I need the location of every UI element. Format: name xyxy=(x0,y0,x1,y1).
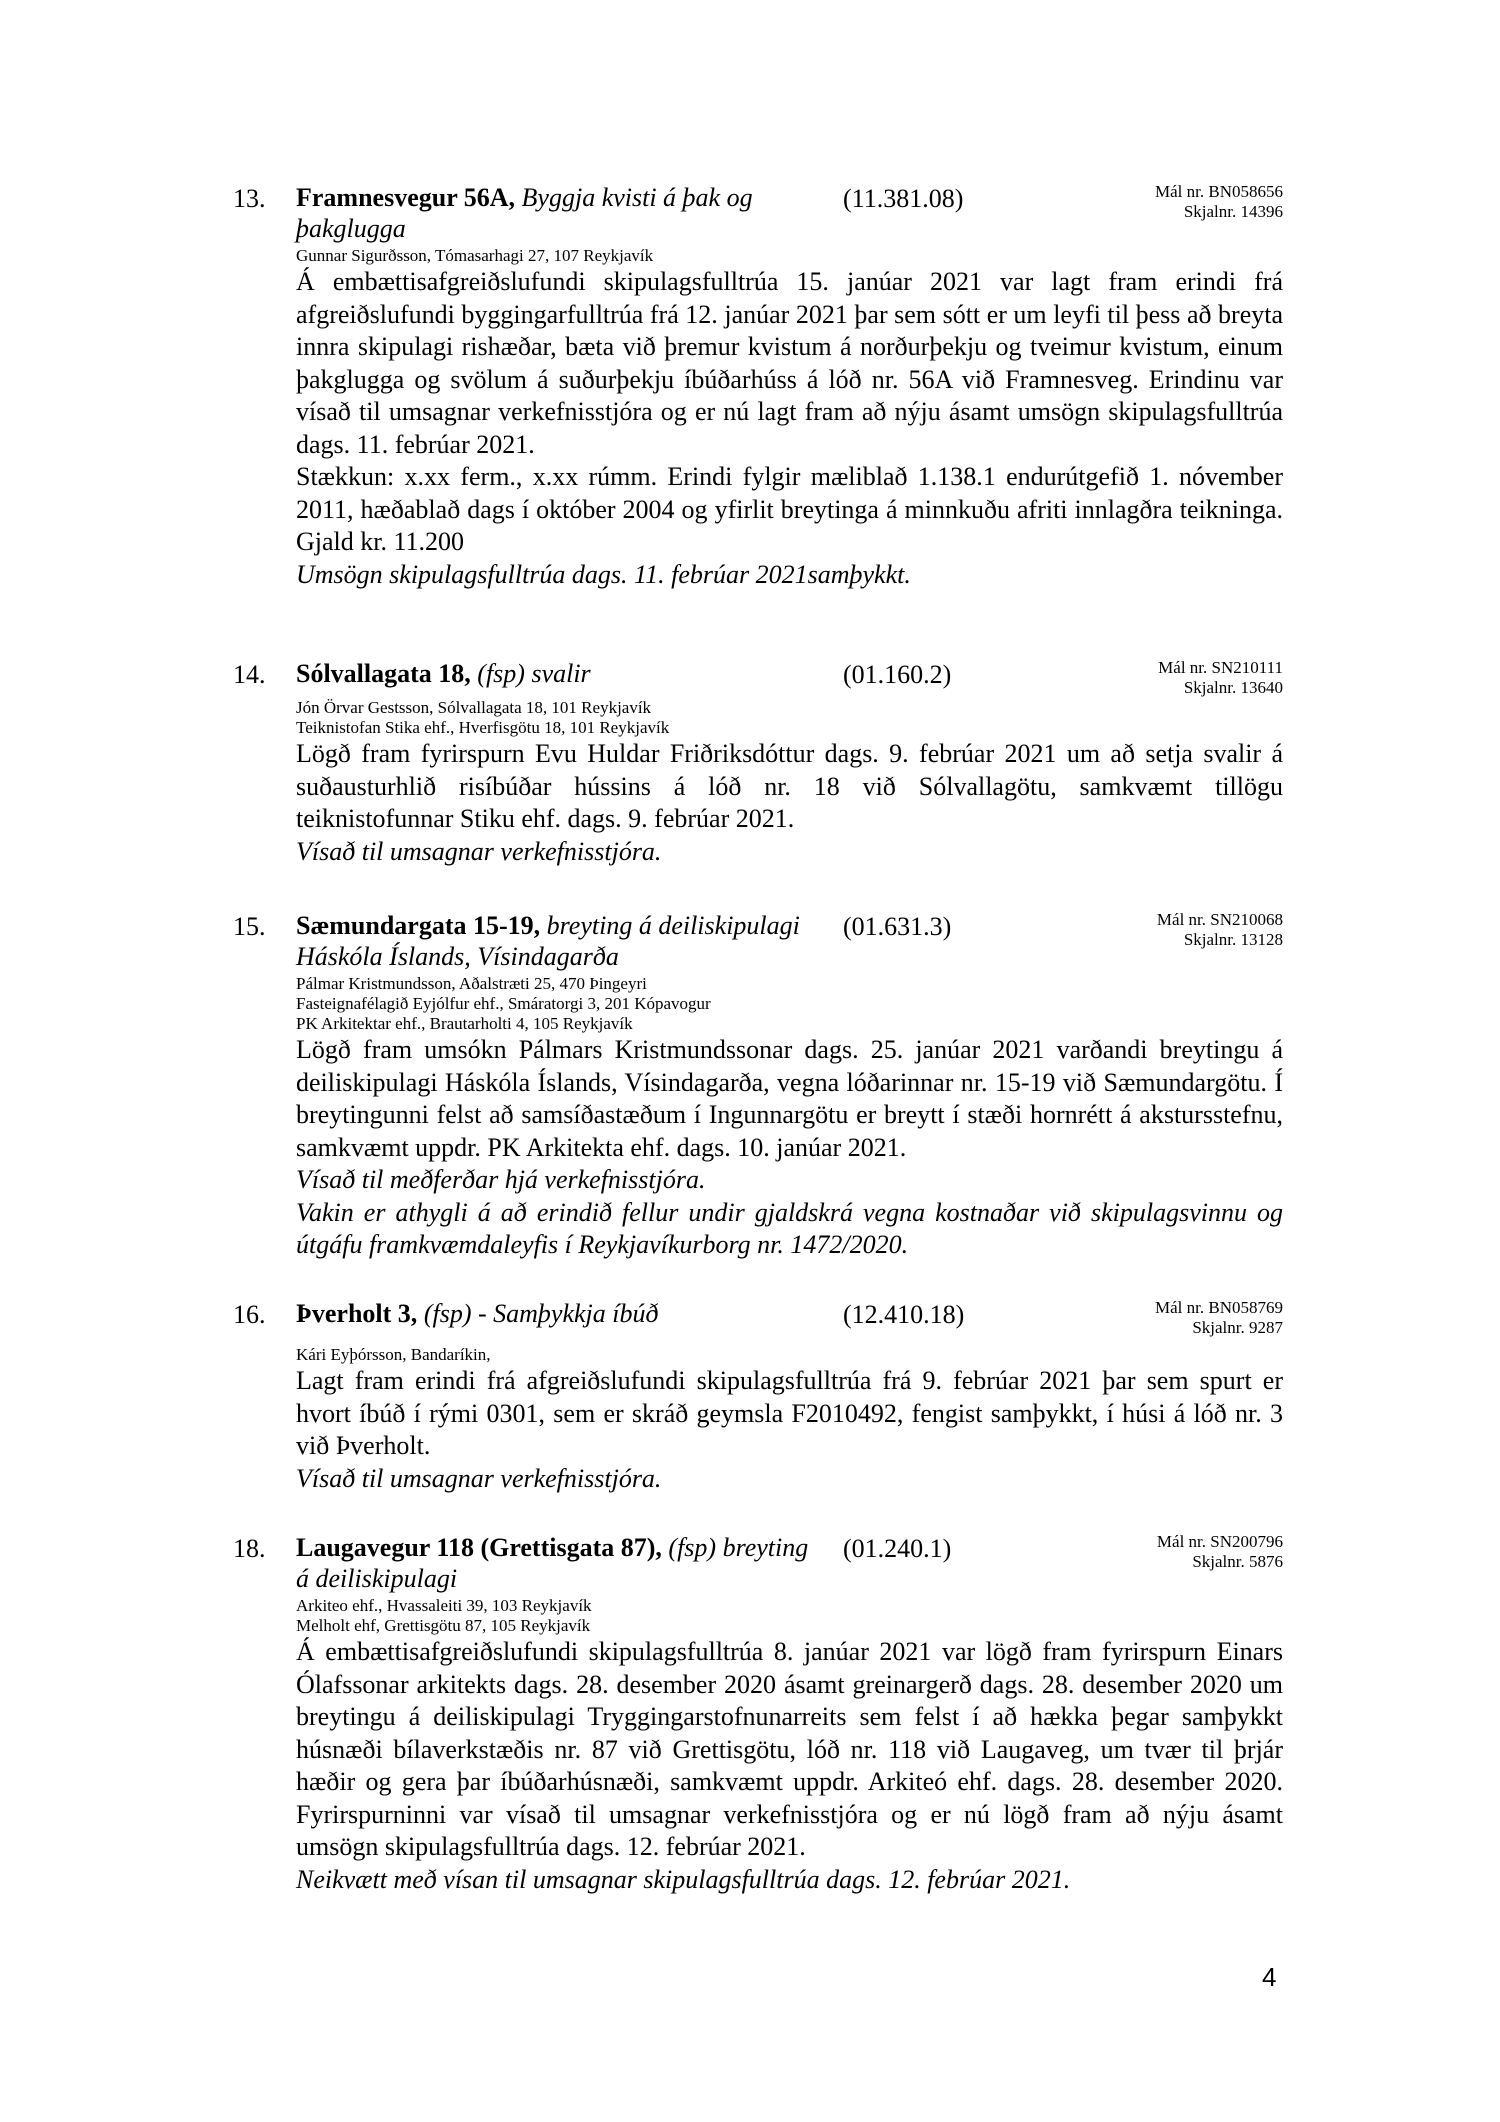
item-title xyxy=(296,1298,816,1329)
applicant: PK Arkitektar ehf., Brautarholti 4, 105 Reykjavík xyxy=(296,1014,633,1033)
case-number: Mál nr. SN210068 xyxy=(1156,910,1283,929)
case-reference xyxy=(1157,910,1283,950)
decision: Vísað til umsagnar verkefnisstjóra. xyxy=(296,1463,662,1493)
document-number: Skjalnr. 5876 xyxy=(1192,1552,1283,1571)
item-number: 18. xyxy=(233,1534,266,1563)
land-code: (01.160.2) xyxy=(843,660,952,689)
body-paragraph: Á embættisafgreiðslufundi skipulagsfulltrúa 15. janúar 2021 var lagt fram erindi frá afgreiðslufundi byggingarfulltrúa frá 12. janúar 2021 þar sem sótt er um leyfi til þess að breyta innra skipulagi rishæðar, bæta við þremur kvistum á norðurþekju og tveimur kvistum, einum þakglugga og svölum á suðurþekju íbúðarhúss á lóð nr. 56A við Framnesveg. Erindinu var vísað til umsagnar verkefnisstjóra og er nú lagt fram að nýju ásamt umsögn skipulagsfulltrúa dags. 11. febrúar 2021. xyxy=(296,267,1283,459)
item-title-subject: breyting á deiliskipulagi Háskóla Íslands, Vísindagarða xyxy=(296,911,800,971)
applicant: Melholt ehf, Grettisgötu 87, 105 Reykjavík xyxy=(296,1616,591,1635)
case-number: Mál nr. SN200796 xyxy=(1156,1532,1283,1551)
item-body xyxy=(296,266,1283,591)
item-header xyxy=(233,658,1283,697)
decision: Vísað til umsagnar verkefnisstjóra. xyxy=(296,836,662,866)
document-number: Skjalnr. 13128 xyxy=(1183,930,1283,949)
item-title-subject: (fsp) breyting á deiliskipulagi xyxy=(296,1533,809,1593)
land-code: (12.410.18) xyxy=(843,1300,965,1329)
decision: Vakin er athygli á að erindið fellur undir gjaldskrá vegna kostnaðar við skipulagsvinnu og útgáfu framkvæmdaleyfis í Reykjavíkurborg nr. 1472/2020. xyxy=(296,1197,1283,1259)
body-paragraph: Lögð fram fyrirspurn Evu Huldar Friðriksdóttur dags. 9. febrúar 2021 um að setja svalir á suðausturhlið risíbúðar hússins á lóð nr. 18 við Sólvallagötu, samkvæmt tillögu teiknistofunnar Stiku ehf. dags. 9. febrúar 2021. xyxy=(296,739,1283,833)
body-paragraph: Lögð fram umsókn Pálmars Kristmundssonar dags. 25. janúar 2021 varðandi breytingu á deiliskipulagi Háskóla Íslands, Vísindagarða, vegna lóðarinnar nr. 15-19 við Sæmundargötu. Í breytingunni felst að samsíðastæðum í Ingunnargötu er breytt í stæði hornrétt á akstursstefnu, samkvæmt uppdr. PK Arkitekta ehf. dags. 10. janúar 2021. xyxy=(296,1035,1283,1162)
item-title-address: Laugavegur 118 (Grettisgata 87), xyxy=(296,1533,662,1562)
item-number: 15. xyxy=(233,912,266,941)
case-number: Mál nr. SN210111 xyxy=(1158,658,1283,677)
page-number: 4 xyxy=(1262,1962,1277,1992)
land-code: (01.631.3) xyxy=(843,912,952,941)
item-title xyxy=(296,182,816,244)
decision: Vísað til meðferðar hjá verkefnisstjóra. xyxy=(296,1165,706,1194)
applicant-list xyxy=(296,1345,1346,1365)
case-reference xyxy=(1158,658,1283,698)
applicant-list xyxy=(296,1596,1346,1636)
document-number: Skjalnr. 13640 xyxy=(1183,678,1283,697)
item-header xyxy=(233,1298,1283,1337)
applicant-list xyxy=(296,246,1346,266)
case-number: Mál nr. BN058656 xyxy=(1155,182,1283,201)
item-body xyxy=(296,738,1283,868)
applicant: Arkiteo ehf., Hvassaleiti 39, 103 Reykjavík xyxy=(296,1596,592,1615)
decision: Umsögn skipulagsfulltrúa dags. 11. febrúar 2021samþykkt. xyxy=(296,559,911,589)
body-paragraph: Á embættisafgreiðslufundi skipulagsfulltrúa 8. janúar 2021 var lögð fram fyrirspurn Einars Ólafssonar arkitekts dags. 28. desember 2020 ásamt greinargerð dags. 28. desember 2020 um breytingu á deiliskipulagi Tryggingarstofnunarreits sem felst í að hækka þegar samþykkt húsnæði bílaverkstæðis nr. 87 við Grettisgötu, lóð nr. 118 við Laugaveg, um tvær til þrjár hæðir og gera þar íbúðarhúsnæði, samkvæmt uppdr. Arkiteó ehf. dags. 28. desember 2020. Fyrirspurninni var vísað til umsagnar verkefnisstjóra og er nú lögð fram að nýju ásamt umsögn skipulagsfulltrúa dags. 12. febrúar 2021. xyxy=(296,1637,1283,1861)
item-number: 14. xyxy=(233,660,266,689)
item-title-subject: Byggja kvisti á þak og þakglugga xyxy=(296,183,753,243)
agenda-item-13 xyxy=(233,182,1283,591)
item-number: 13. xyxy=(233,184,266,213)
item-header xyxy=(233,910,1283,972)
body-paragraph: Lagt fram erindi frá afgreiðslufundi skipulagsfulltrúa frá 9. febrúar 2021 þar sem spurt er hvort íbúð í rými 0301, sem er skráð geymsla F2010492, fengist samþykkt, í húsi á lóð nr. 3 við Þverholt. xyxy=(296,1366,1283,1460)
item-title xyxy=(296,658,816,689)
item-header xyxy=(233,182,1283,244)
applicant: Fasteignafélagið Eyjólfur ehf., Smáratorgi 3, 201 Kópavogur xyxy=(296,994,711,1013)
decision: Neikvætt með vísan til umsagnar skipulagsfulltrúa dags. 12. febrúar 2021. xyxy=(296,1864,1071,1894)
item-title xyxy=(296,910,816,972)
item-header xyxy=(233,1532,1283,1594)
item-title-address: Sæmundargata 15-19, xyxy=(296,911,541,940)
document-number: Skjalnr. 14396 xyxy=(1183,202,1283,221)
case-reference xyxy=(1155,1298,1283,1338)
land-code: (01.240.1) xyxy=(843,1534,952,1563)
item-title-address: Þverholt 3, xyxy=(296,1299,418,1328)
agenda-item-16 xyxy=(233,1298,1283,1495)
applicant: Gunnar Sigurðsson, Tómasarhagi 27, 107 Reykjavík xyxy=(296,246,654,265)
agenda-item-18 xyxy=(233,1532,1283,1896)
applicant: Pálmar Kristmundsson, Aðalstræti 25, 470 Þingeyri xyxy=(296,974,647,993)
item-title-subject: (fsp) - Samþykkja íbúð xyxy=(423,1299,659,1328)
agenda-item-14 xyxy=(233,658,1283,868)
item-title-subject: (fsp) svalir xyxy=(477,659,591,688)
item-title-address: Sólvallagata 18, xyxy=(296,659,471,688)
applicant: Jón Örvar Gestsson, Sólvallagata 18, 101 Reykjavík xyxy=(296,698,652,717)
item-title-address: Framnesvegur 56A, xyxy=(296,183,516,212)
applicant: Kári Eyþórsson, Bandaríkin, xyxy=(296,1345,491,1364)
applicant-list xyxy=(296,698,1346,738)
land-code: (11.381.08) xyxy=(843,184,964,213)
item-body xyxy=(296,1034,1283,1262)
item-body xyxy=(296,1636,1283,1896)
item-title xyxy=(296,1532,816,1594)
body-paragraph: Stækkun: x.xx ferm., x.xx rúmm. Erindi fylgir mæliblað 1.138.1 endurútgefið 1. nóvember 2011, hæðablað dags í október 2004 og yfirlit breytinga á minnkuðu afriti innlagðra teikninga. Gjald kr. 11.200 xyxy=(296,462,1283,556)
case-number: Mál nr. BN058769 xyxy=(1155,1298,1283,1317)
applicant-list xyxy=(296,974,1346,1034)
case-reference xyxy=(1157,1532,1283,1572)
case-reference xyxy=(1155,182,1283,222)
item-number: 16. xyxy=(233,1300,266,1329)
agenda-item-15 xyxy=(233,910,1283,1262)
applicant: Teiknistofan Stika ehf., Hverfisgötu 18, 101 Reykjavík xyxy=(296,718,670,737)
item-body xyxy=(296,1365,1283,1495)
document-number: Skjalnr. 9287 xyxy=(1192,1318,1283,1337)
